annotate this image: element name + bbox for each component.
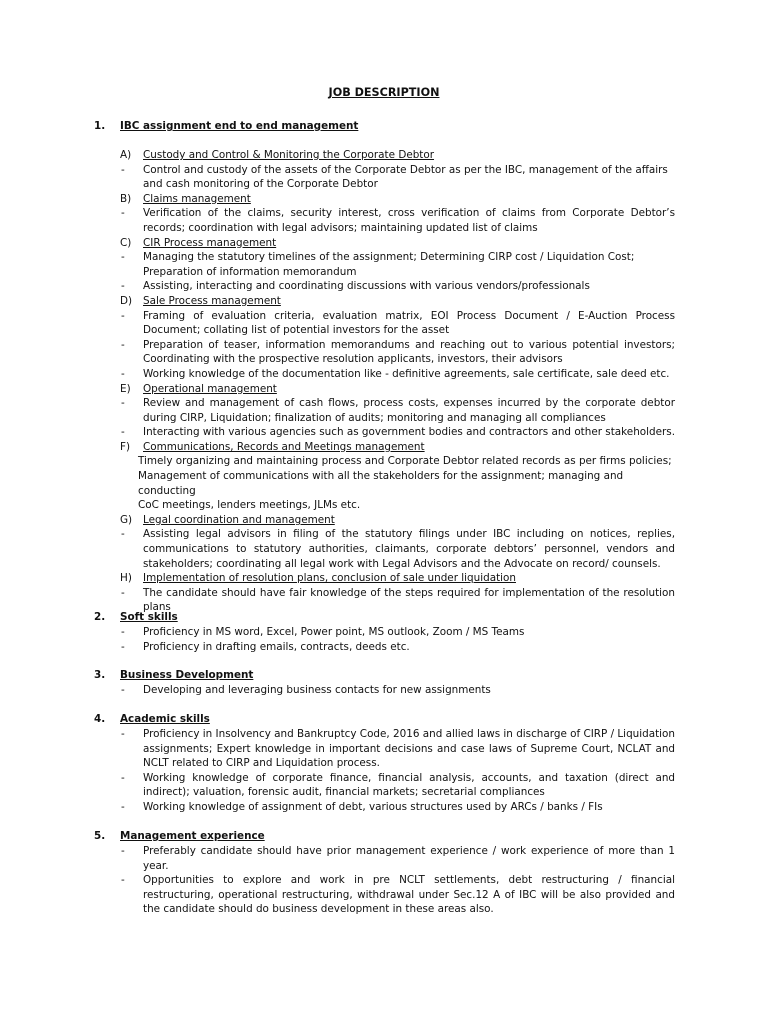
section-heading xyxy=(0,668,768,683)
subsection-title: Sale Process management xyxy=(143,294,281,307)
list-item xyxy=(0,338,768,367)
subsection-title: Claims management xyxy=(143,192,251,205)
list-item xyxy=(0,206,768,235)
list-item xyxy=(0,250,768,279)
list-item xyxy=(0,163,768,192)
list-item xyxy=(0,527,768,571)
list-item xyxy=(0,625,768,640)
list-item xyxy=(0,425,768,440)
subsection-heading-d xyxy=(0,294,768,309)
paragraph-line: Timely organizing and maintaining process and Corporate Debtor related records as per firms policies; xyxy=(138,455,672,468)
section-heading xyxy=(0,829,768,844)
list-item-text: Working knowledge of the documentation like - definitive agreements, sale certificate, sale deed etc. xyxy=(143,367,670,380)
section-number: 2. xyxy=(94,611,106,623)
list-item-text: The candidate should have fair knowledge of the steps required for implementation of the resolution plans xyxy=(143,586,675,614)
list-item-text: Working knowledge of corporate finance, financial analysis, accounts, and taxation (direct and indirect); valuation, forensic audit, financial markets; secretarial compliances xyxy=(143,771,675,799)
list-item-text: Proficiency in MS word, Excel, Power point, MS outlook, Zoom / MS Teams xyxy=(143,626,525,638)
subsection-letter: H) xyxy=(120,572,132,585)
section-business-development xyxy=(0,668,768,698)
section-title: Soft skills xyxy=(120,611,178,623)
subsection-title: Implementation of resolution plans, conclusion of sale under liquidation xyxy=(143,572,516,585)
dash-marker: - xyxy=(121,626,125,638)
dash-marker: - xyxy=(121,280,125,293)
subsection-heading-h xyxy=(0,571,768,586)
list-item-text: Proficiency in Insolvency and Bankruptcy Code, 2016 and allied laws in discharge of CIRP / Liquidation assignments; Expert knowledge in important decisions and case laws of Supreme Court, NCLAT and NCLT related to CIRP and Liquidation process. xyxy=(143,728,675,770)
page-title: JOB DESCRIPTION xyxy=(328,86,440,99)
dash-marker: - xyxy=(121,309,125,322)
subsection-heading-g xyxy=(0,513,768,528)
list-item xyxy=(0,727,768,771)
list-item-text: Assisting legal advisors in filing of the statutory filings under IBC including on notices, replies, communications to statutory authorities, claimants, corporate debtors’ personnel, vendors and stakeholders; coordinating all legal work with Legal Advisors and the Advocate on record/ counsels. xyxy=(143,528,675,570)
list-item-text: Assisting, interacting and coordinating discussions with various vendors/professionals xyxy=(143,280,590,293)
dash-marker: - xyxy=(121,251,125,264)
dash-marker: - xyxy=(121,397,125,410)
dash-marker: - xyxy=(121,528,125,541)
section-number: 5. xyxy=(94,830,106,842)
list-item-text: Proficiency in drafting emails, contracts, deeds etc. xyxy=(143,640,410,653)
list-item xyxy=(0,396,768,425)
subsection-letter: G) xyxy=(120,513,133,526)
list-item-text: Review and management of cash flows, process costs, expenses incurred by the corporate debtor during CIRP, Liquidation; finalization of audits; monitoring and managing all compliances xyxy=(143,397,675,424)
list-item-text: Interacting with various agencies such as government bodies and contractors and other stakeholders. xyxy=(143,426,676,439)
section-number: 1. xyxy=(94,120,106,132)
subsection-heading-c xyxy=(0,236,768,251)
dash-marker: - xyxy=(121,163,125,176)
dash-marker: - xyxy=(121,367,125,380)
section-soft-skills xyxy=(0,610,768,654)
subsection-title: Custody and Control & Monitoring the Corporate Debtor xyxy=(143,149,435,161)
subsection-letter: E) xyxy=(120,382,131,395)
section-academic-skills xyxy=(0,712,768,815)
subsection-title: CIR Process management xyxy=(143,236,277,249)
section-ibc-assignment xyxy=(0,119,768,615)
section-number: 4. xyxy=(94,713,106,725)
dash-marker: - xyxy=(121,845,125,857)
subsection-title: Legal coordination and management xyxy=(143,513,335,526)
dash-marker: - xyxy=(121,207,125,220)
list-item xyxy=(0,873,768,917)
dash-marker: - xyxy=(121,640,125,653)
list-item xyxy=(0,844,768,873)
dash-marker: - xyxy=(121,684,125,696)
dash-marker: - xyxy=(121,338,125,351)
section-number: 3. xyxy=(94,669,106,681)
list-item-text: Developing and leveraging business contacts for new assignments xyxy=(143,684,491,696)
dash-marker: - xyxy=(121,728,125,740)
section-heading xyxy=(0,712,768,727)
list-item-text: Framing of evaluation criteria, evaluation matrix, EOI Process Document / E-Auction Process Document; collating list of potential investors for the asset xyxy=(143,309,675,337)
dash-marker: - xyxy=(121,586,125,599)
subsection-letter: C) xyxy=(120,236,132,249)
paragraph-line: Management of communications with all the stakeholders for the assignment; managing and conducting xyxy=(138,470,624,497)
list-item-text: Working knowledge of assignment of debt, various structures used by ARCs / banks / FIs xyxy=(143,800,603,813)
list-item xyxy=(0,367,768,382)
list-item-text: Managing the statutory timelines of the assignment; Determining CIRP cost / Liquidation Cost; Preparation of information memorandum xyxy=(143,251,635,278)
list-item xyxy=(0,309,768,338)
list-item-text: Verification of the claims, security interest, cross verification of claims from Corporate Debtor’s records; coordination with legal advisors; maintaining updated list of claims xyxy=(143,207,675,234)
section-title: Business Development xyxy=(120,669,254,681)
subsection-letter: A) xyxy=(120,149,132,161)
dash-marker: - xyxy=(121,874,125,887)
list-item xyxy=(0,800,768,815)
section-management-experience xyxy=(0,829,768,917)
subsection-title: Communications, Records and Meetings management xyxy=(143,440,425,453)
dash-marker: - xyxy=(121,800,125,813)
section-title: Academic skills xyxy=(120,713,210,725)
list-item-text: Control and custody of the assets of the Corporate Debtor as per the IBC, management of the affairs and cash monitoring of the Corporate Debtor xyxy=(143,163,668,191)
section-heading xyxy=(0,119,768,134)
section-heading xyxy=(0,610,768,625)
list-item xyxy=(0,279,768,294)
list-item-text: Opportunities to explore and work in pre NCLT settlements, debt restructuring / financial restructuring, operational restructuring, withdrawal under Sec.12 A of IBC will be also provided and the candidate should do business development in these areas also. xyxy=(143,874,675,916)
subsection-heading-e xyxy=(0,382,768,397)
section-title: IBC assignment end to end management xyxy=(120,120,359,132)
subsection-letter: D) xyxy=(120,294,133,307)
dash-marker: - xyxy=(121,426,125,439)
subsection-heading-f xyxy=(0,440,768,455)
list-item xyxy=(0,683,768,698)
paragraph-line: CoC meetings, lenders meetings, JLMs etc. xyxy=(138,499,361,512)
subsection-letter: B) xyxy=(120,192,132,205)
list-item-text: Preferably candidate should have prior management experience / work experience of more than 1 year. xyxy=(143,845,675,872)
subsection-heading-b xyxy=(0,192,768,207)
dash-marker: - xyxy=(121,771,125,784)
list-item xyxy=(0,771,768,800)
subsection-heading-a xyxy=(0,148,768,163)
list-item xyxy=(0,640,768,655)
subsection-title: Operational management xyxy=(143,382,277,395)
list-item-text: Preparation of teaser, information memorandums and reaching out to various potential investors; Coordinating with the prospective resolution applicants, investors, their advisors xyxy=(143,338,675,366)
section-title: Management experience xyxy=(120,830,265,842)
subsection-letter: F) xyxy=(120,440,131,453)
